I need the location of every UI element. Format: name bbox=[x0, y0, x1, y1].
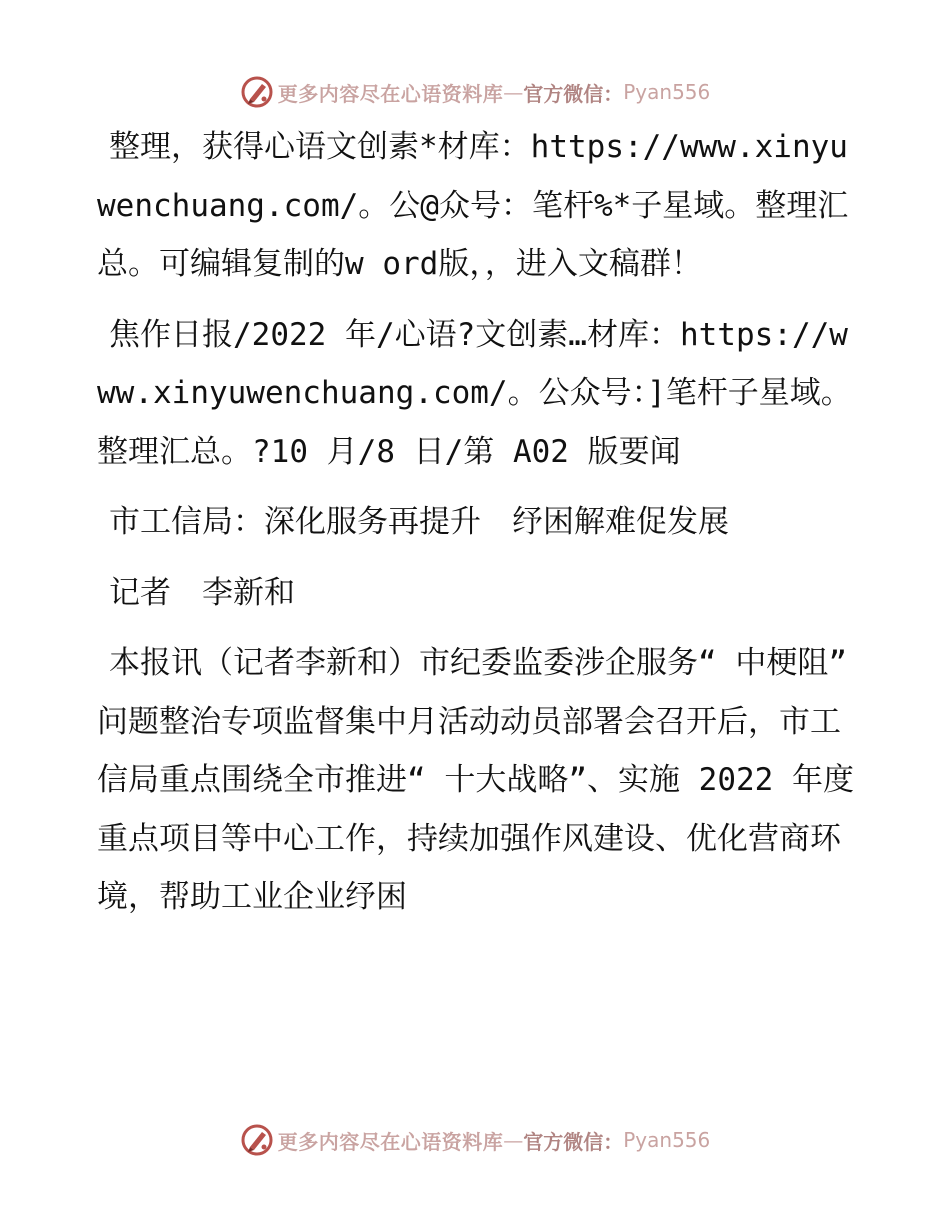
header-banner bbox=[0, 72, 950, 112]
pen-logo-icon bbox=[240, 1123, 274, 1157]
pen-logo-icon bbox=[240, 75, 274, 109]
banner-handle: Pyan556 bbox=[623, 80, 711, 104]
article-title: 市工信局：深化服务再提升 纾困解难促发展 bbox=[109, 504, 729, 540]
footer-wechat-label: 官方微信： bbox=[523, 1129, 624, 1154]
article-byline: 记者 李新和 bbox=[109, 574, 295, 611]
paragraph-publication-info: 焦作日报/2022 年/心语?文创素…材库：https://www.xinyuwenchuang.com/。公众号：]笔杆子星域。整理汇总。?10 月/8 日/第 A02 版要闻 bbox=[97, 316, 852, 470]
article-body: 本报讯（记者李新和）市纪委监委涉企服务“ 中梗阻” 问题整治专项监督集中月活动动员部署会召开后，市工信局重点围绕全市推进“ 十大战略”、实施 2022 年度重点项目等中心工作，持续加强作风建设、优化营商环境，帮助工业企业纾困 bbox=[97, 645, 854, 915]
banner-wechat-label: 官方微信： bbox=[523, 81, 624, 106]
banner-brand: 更多内容尽在心语资料库 bbox=[277, 81, 504, 106]
banner-separator: — bbox=[503, 80, 524, 104]
paragraph-source-note: 整理，获得心语文创素*材库：https://www.xinyuwenchuang.com/。公@众号：笔杆%*子星域。整理汇总。可编辑复制的w ord版，，进入文稿群！ bbox=[97, 129, 849, 282]
footer-brand: 更多内容尽在心语资料库 bbox=[277, 1129, 504, 1154]
footer-separator: — bbox=[503, 1128, 524, 1152]
footer-handle: Pyan556 bbox=[623, 1128, 711, 1152]
document-body bbox=[97, 118, 857, 939]
footer-banner bbox=[0, 1120, 950, 1160]
